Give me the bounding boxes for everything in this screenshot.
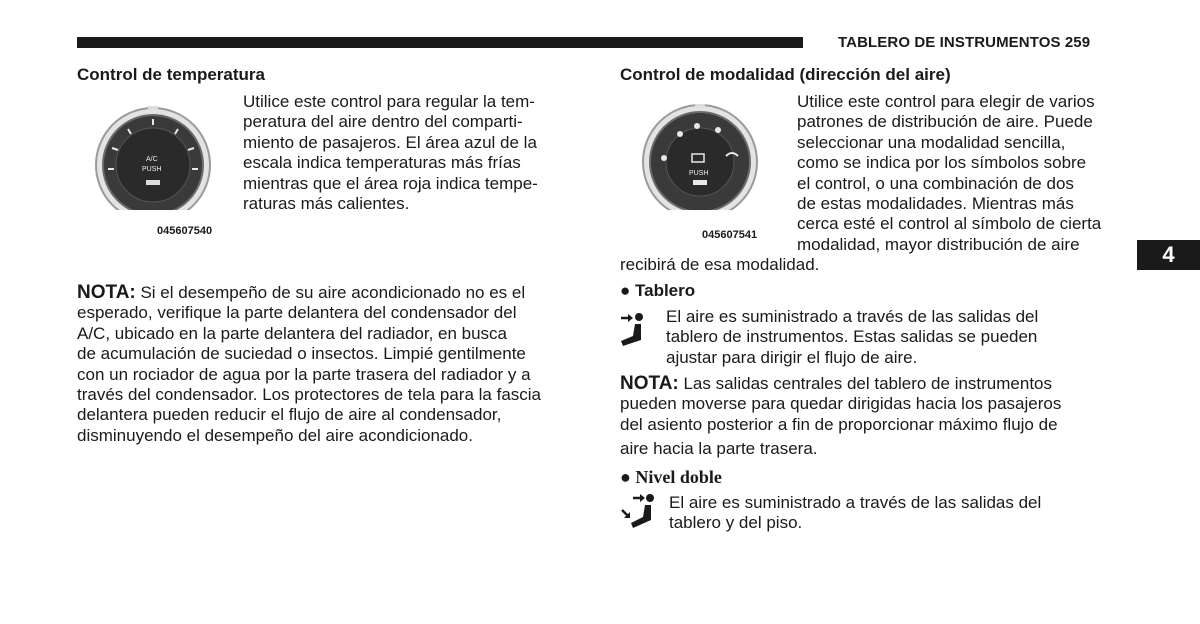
text-line: aire hacia la parte trasera.: [620, 439, 818, 459]
nota-text: Las salidas centrales del tablero de instrumentos: [678, 374, 1053, 393]
text-line: través del condensador. Los protectores de tela para la fascia: [77, 385, 542, 405]
left-note: [77, 283, 580, 446]
temperature-knob-figure: [92, 100, 222, 210]
text-line: de estas modalidades. Mientras más: [797, 194, 1074, 214]
temperature-intro: [243, 92, 580, 214]
text-line: [77, 283, 580, 303]
text-line: El aire es suministrado a través de las salidas del: [666, 307, 1039, 326]
text-line: delantera pueden reducir el flujo de aire al condensador,: [77, 405, 502, 425]
text-line: disminuyendo el desempeño del aire acondicionado.: [77, 425, 473, 445]
mode-control-heading: Control de modalidad (dirección del aire): [620, 65, 951, 84]
text-line: con un rociador de agua por la parte trasera del radiador y a: [77, 364, 531, 384]
text-line: El aire es suministrado a través de las salidas del: [669, 493, 1042, 512]
figure-code: 045607540: [157, 225, 213, 237]
text-line: tablero y del piso.: [669, 513, 803, 533]
text-line: cerca esté el control al símbolo de cierta: [797, 214, 1102, 234]
text-line: patrones de distribución de aire. Puede: [797, 112, 1093, 132]
right-note: [620, 374, 1123, 460]
text-line: peratura del aire dentro del comparti-: [243, 112, 523, 132]
text-line: como se indica por los símbolos sobre: [797, 153, 1087, 173]
text-line: ajustar para dirigir el flujo de aire.: [666, 347, 918, 367]
bullet-title: Nivel doble: [635, 467, 722, 487]
text-line: pueden moverse para quedar dirigidas hacia los pasajeros: [620, 394, 1062, 414]
text-line: tablero de instrumentos. Estas salidas se pueden: [666, 327, 1038, 347]
bilevel-vent-icon: [619, 492, 663, 532]
nota-text: Si el desempeño de su aire acondicionado no es el: [135, 283, 526, 302]
ac-label: A/C: [146, 156, 158, 163]
text-line: Utilice este control para elegir de varios: [797, 92, 1095, 111]
text-line: seleccionar una modalidad sencilla,: [797, 132, 1066, 152]
text-line: [620, 374, 1123, 394]
text-line: del asiento posterior a fin de proporcionar máximo flujo de: [620, 414, 1058, 434]
text-line: mientras que el área roja indica tempe-: [243, 173, 538, 193]
text-line: A/C, ubicado en la parte delantera del radiador, en busca: [77, 323, 508, 343]
text-line: Utilice este control para regular la tem-: [243, 92, 535, 111]
text-line: miento de pasajeros. El área azul de la: [243, 132, 537, 152]
text-line: de acumulación de suciedad o insectos. Limpié gentilmente: [77, 344, 526, 364]
nota-label: NOTA:: [620, 373, 679, 394]
tablero-description: [666, 307, 1123, 368]
mode-knob-figure: [640, 100, 770, 210]
nivel-doble-description: [669, 493, 1123, 534]
section-tab-marker: 4: [1137, 240, 1200, 270]
nota-label: NOTA:: [77, 282, 136, 303]
text-line: esperado, verifique la parte delantera del condensador del: [77, 303, 517, 323]
panel-vent-icon: [619, 308, 659, 352]
page-header-title: TABLERO DE INSTRUMENTOS 259: [838, 34, 1091, 51]
temperature-control-heading: Control de temperatura: [77, 65, 265, 84]
text-line: escala indica temperaturas más frías: [243, 153, 521, 173]
bullet-nivel-doble: ● Nivel doble: [620, 467, 722, 487]
figure-code: 045607541: [702, 229, 758, 241]
bullet-tablero: ● Tablero: [620, 281, 696, 300]
mode-intro: [797, 92, 1123, 255]
push-label: PUSH: [689, 170, 709, 177]
text-line: raturas más calientes.: [243, 194, 410, 214]
bullet-title: Tablero: [635, 281, 696, 300]
text-line: el control, o una combinación de dos: [797, 173, 1074, 193]
text-line: modalidad, mayor distribución de aire: [797, 234, 1080, 254]
push-label: PUSH: [142, 166, 162, 173]
header-rule: [77, 37, 803, 48]
mode-intro-tail: recibirá de esa modalidad.: [620, 255, 820, 274]
